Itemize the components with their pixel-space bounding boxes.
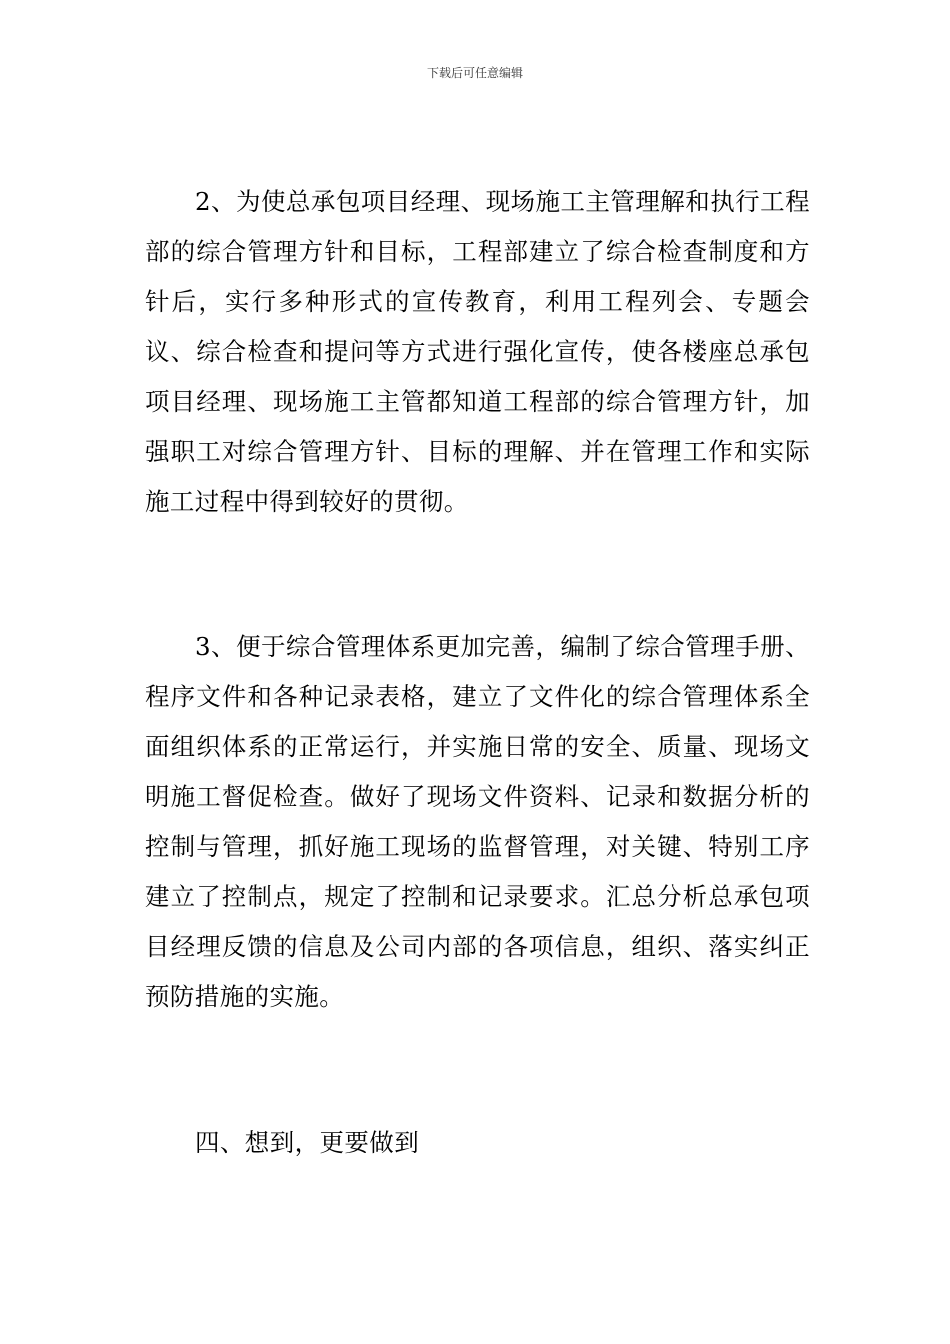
page-header-note: 下载后可任意编辑 — [426, 66, 523, 80]
section-heading-four: 四、想到，更要做到 — [195, 1128, 420, 1157]
paragraph-item-3: 3、便于综合管理体系更加完善，编制了综合管理手册、程序文件和各种记录表格，建立了文件化的综合管理体系全面组织体系的正常运行，并实施日常的安全、质量、现场文明施工督促检查。做好了现场文件资料、记录和数据分析的控制与管理，抓好施工现场的监督管理，对关键、特别工序建立了控制点，规定了控制和记录要求。汇总分析总承包项目经理反馈的信息及公司内部的各项信息，组织、落实纠正预防措施的实施。 — [145, 632, 810, 1011]
paragraph-item-2: 2、为使总承包项目经理、现场施工主管理解和执行工程部的综合管理方针和目标，工程部建立了综合检查制度和方针后，实行多种形式的宣传教育，利用工程列会、专题会议、综合检查和提问等方式进行强化宣传，使各楼座总承包项目经理、现场施工主管都知道工程部的综合管理方针，加强职工对综合管理方针、目标的理解、并在管理工作和实际施工过程中得到较好的贯彻。 — [145, 187, 810, 516]
